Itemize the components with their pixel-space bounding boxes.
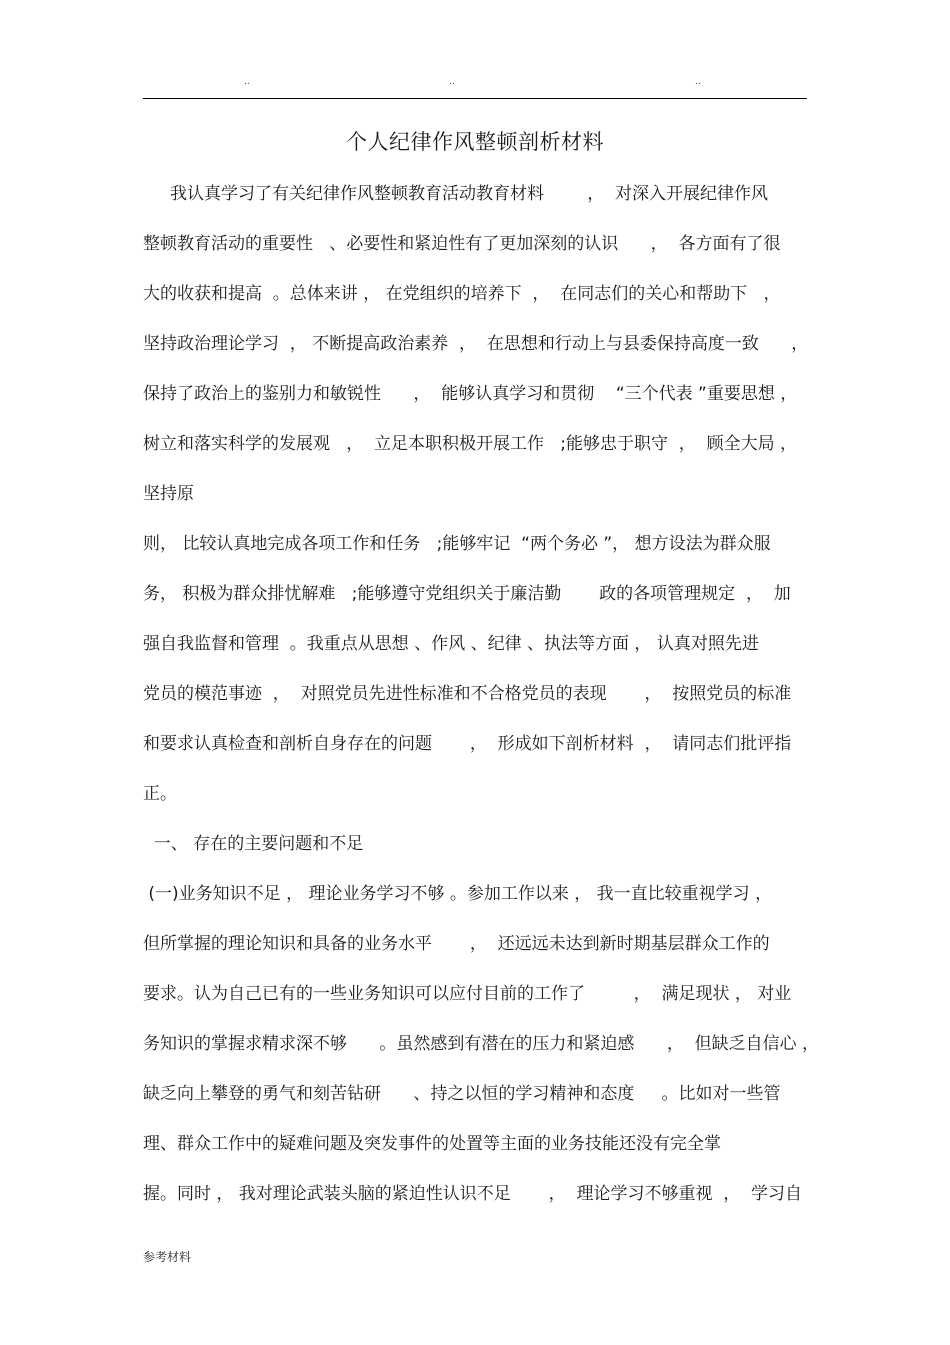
body-line: 但所掌握的理论知识和具备的业务水平 ， 还远远未达到新时期基层群众工作的	[143, 934, 770, 954]
body-line: (一)业务知识不足 ， 理论业务学习不够 。参加工作以来 ， 我一直比较重视学习 ，	[143, 884, 773, 904]
body-line: 和要求认真检查和剖析自身存在的问题 ， 形成如下剖析材料 ， 请同志们批评指	[143, 734, 792, 754]
body-line: 缺乏向上攀登的勇气和刻苦钻研 、持之以恒的学习精神和态度 。比如对一些管	[143, 1084, 781, 1104]
body-line: 则， 比较认真地完成各项工作和任务 ;能够牢记 “两个务必 ”， 想方设法为群众服	[143, 534, 771, 554]
body-line: 坚持原	[143, 484, 194, 504]
section-heading: 一、 存在的主要问题和不足	[143, 834, 364, 854]
body-line: 树立和落实科学的发展观 ， 立足本职积极开展工作 ;能够忠于职守 ， 顾全大局 ，	[143, 434, 797, 454]
body-line: 正。	[143, 784, 177, 804]
body-line: 握。同时 ， 我对理论武装头脑的紧迫性认识不足 ， 理论学习不够重视 ， 学习自	[143, 1184, 803, 1204]
body-line: 坚持政治理论学习 ， 不断提高政治素养 ， 在思想和行动上与县委保持高度一致 ，	[143, 334, 809, 354]
body-line: 理、群众工作中的疑难问题及突发事件的处置等主面的业务技能还没有完全掌	[143, 1134, 721, 1154]
document-body	[143, 172, 820, 1222]
body-line: 务知识的掌握求精求深不够 。虽然感到有潜在的压力和紧迫感 ， 但缺乏自信心 ，	[143, 1034, 820, 1054]
page-header	[143, 72, 807, 99]
header-mark-center: ..	[449, 77, 455, 87]
body-line: 我认真学习了有关纪律作风整顿教育活动教育材料 ， 对深入开展纪律作风	[143, 184, 769, 204]
header-mark-right: ..	[695, 77, 701, 87]
page-footer: 参考材料	[143, 1250, 192, 1264]
body-line: 强自我监督和管理 。我重点从思想 、作风 、纪律 、执法等方面 ， 认真对照先进	[143, 634, 759, 654]
body-line: 整顿教育活动的重要性 、必要性和紧迫性有了更加深刻的认识 ， 各方面有了很	[143, 234, 781, 254]
body-line: 要求。认为自己已有的一些业务知识可以应付目前的工作了 ， 满足现状 ， 对业	[143, 984, 792, 1004]
body-line: 务， 积极为群众排忧解难 ;能够遵守党组织关于廉洁勤 政的各项管理规定 ， 加	[143, 584, 791, 604]
body-line: 保持了政治上的鉴别力和敏锐性 ， 能够认真学习和贯彻 “三个代表 ”重要思想 ，	[143, 384, 798, 404]
document-title: 个人纪律作风整顿剖析材料	[346, 130, 604, 154]
body-line: 党员的模范事迹 ， 对照党员先进性标准和不合格党员的表现 ， 按照党员的标准	[143, 684, 792, 704]
header-mark-left: ..	[244, 77, 250, 87]
body-line: 大的收获和提高 。总体来讲 ， 在党组织的培养下 ， 在同志们的关心和帮助下 ，	[143, 284, 781, 304]
